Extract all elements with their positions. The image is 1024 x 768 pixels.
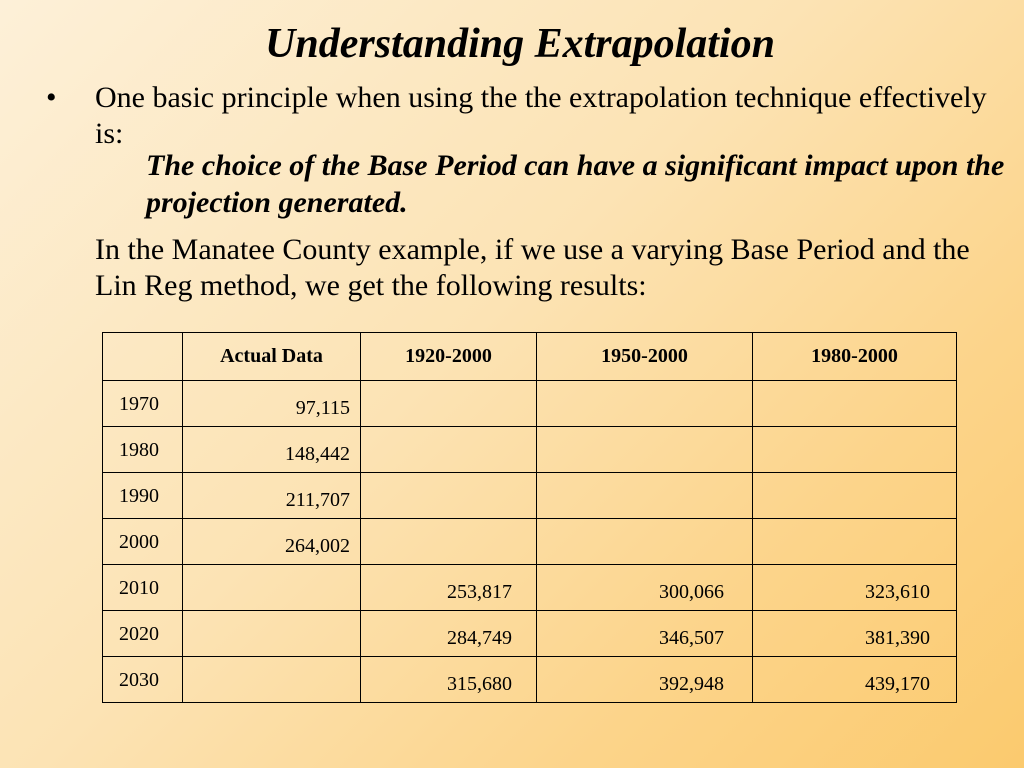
bullet-point: • (46, 81, 57, 114)
p1980-cell (753, 519, 957, 565)
actual-cell: 264,002 (183, 519, 361, 565)
table-row (103, 657, 957, 703)
actual-cell: 148,442 (183, 427, 361, 473)
p1950-cell (537, 519, 753, 565)
p1950-cell: 300,066 (537, 565, 753, 611)
intro-text: One basic principle when using the the extrapolation technique effectively is: (95, 81, 987, 150)
p1980-cell (753, 381, 957, 427)
year-cell: 1990 (103, 473, 183, 519)
p1950-cell (537, 473, 753, 519)
year-cell: 1970 (103, 381, 183, 427)
p1950-cell: 346,507 (537, 611, 753, 657)
actual-cell: 97,115 (183, 381, 361, 427)
p1980-cell: 323,610 (753, 565, 957, 611)
table-row (103, 565, 957, 611)
actual-cell (183, 657, 361, 703)
example-text: In the Manatee County example, if we use a varying Base Period and the Lin Reg method, we get the following results: (95, 233, 970, 302)
actual-cell (183, 611, 361, 657)
emphasis-text: The choice of the Base Period can have a significant impact upon the projection generated. (146, 149, 1005, 219)
header-empty (103, 333, 183, 381)
p1980-cell (753, 473, 957, 519)
p1920-cell: 315,680 (361, 657, 537, 703)
year-cell: 2020 (103, 611, 183, 657)
p1980-cell (753, 427, 957, 473)
p1920-cell (361, 519, 537, 565)
year-cell: 2030 (103, 657, 183, 703)
header-actual-data: Actual Data (183, 333, 361, 381)
actual-cell (183, 565, 361, 611)
p1980-cell: 381,390 (753, 611, 957, 657)
table-row (103, 473, 957, 519)
p1950-cell (537, 381, 753, 427)
table-row (103, 381, 957, 427)
table-row (103, 427, 957, 473)
p1920-cell (361, 381, 537, 427)
year-cell: 2000 (103, 519, 183, 565)
header-1980-2000: 1980-2000 (753, 333, 957, 381)
header-1920-2000: 1920-2000 (361, 333, 537, 381)
results-table (102, 332, 957, 703)
header-1950-2000: 1950-2000 (537, 333, 753, 381)
year-cell: 2010 (103, 565, 183, 611)
p1950-cell (537, 427, 753, 473)
actual-cell: 211,707 (183, 473, 361, 519)
slide-title: Understanding Extrapolation (265, 21, 775, 67)
p1920-cell (361, 473, 537, 519)
table-row (103, 611, 957, 657)
table-header-row (103, 333, 957, 381)
p1920-cell: 253,817 (361, 565, 537, 611)
table-row (103, 519, 957, 565)
p1950-cell: 392,948 (537, 657, 753, 703)
p1920-cell (361, 427, 537, 473)
p1920-cell: 284,749 (361, 611, 537, 657)
p1980-cell: 439,170 (753, 657, 957, 703)
year-cell: 1980 (103, 427, 183, 473)
